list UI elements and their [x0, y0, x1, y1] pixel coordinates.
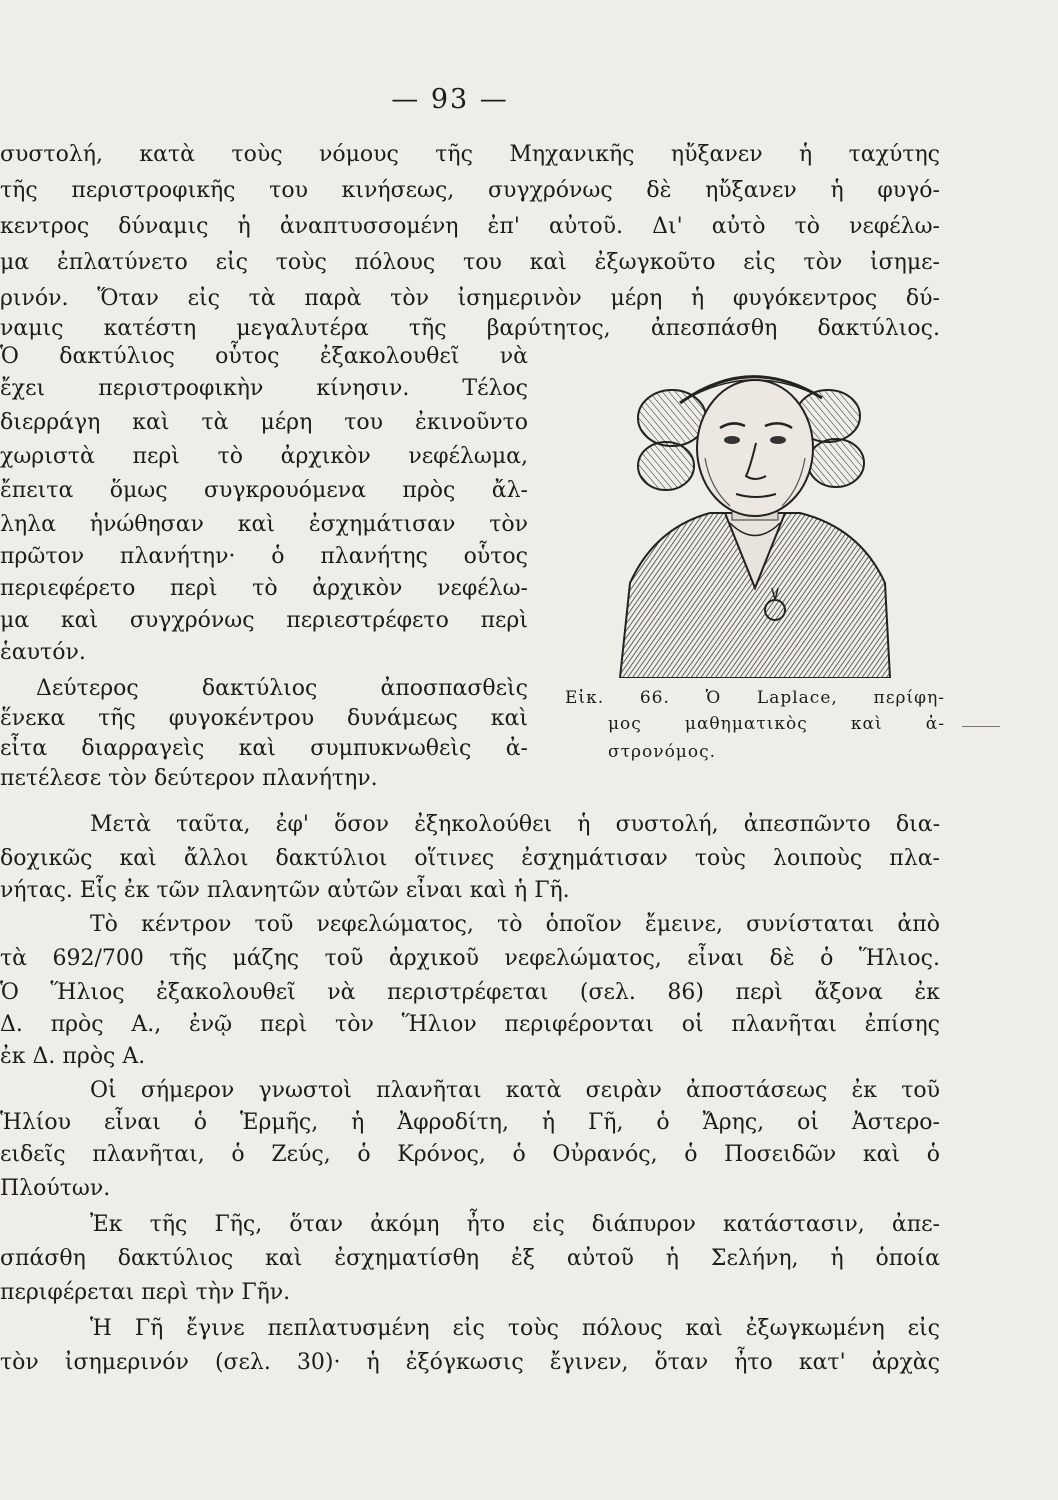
figure-caption-line: μος μαθηματικὸς καὶ ἀ-	[608, 714, 945, 734]
text-line: κεντρος δύναμις ἡ ἀναπτυσσομένη ἐπ' αὐτοῦ. Δι' αὐτὸ τὸ νεφέλω-	[0, 214, 940, 239]
text-line: Ὁ Ἥλιος ἐξακολουθεῖ νὰ περιστρέφεται (σελ. 86) περὶ ἄξονα ἐκ	[0, 980, 940, 1005]
text-line: ἑαυτόν.	[0, 640, 86, 665]
text-line: ληλα ἡνώθησαν καὶ ἐσχημάτισαν τὸν	[0, 512, 528, 537]
text-line: πετέλεσε τὸν δεύτερον πλανήτην.	[0, 766, 378, 791]
text-line: ἕνεκα τῆς φυγοκέντρου δυνάμεως καὶ	[0, 706, 528, 731]
text-line: δοχικῶς καὶ ἄλλοι δακτύλιοι οἵτινες ἐσχημάτισαν τοὺς λοιποὺς πλα-	[0, 846, 940, 871]
text-line: περιφέρεται περὶ τὴν Γῆν.	[0, 1280, 291, 1305]
margin-dash	[962, 726, 1000, 727]
text-line: μα ἐπλατύνετο εἰς τοὺς πόλους του καὶ ἐξωγκοῦτο εἰς τὸν ἰσημε-	[0, 250, 940, 275]
text-line: Δ. πρὸς Α., ἐνῷ περὶ τὸν Ἥλιον περιφέρονται οἱ πλανῆται ἐπίσης	[0, 1012, 940, 1037]
text-line: Πλούτων.	[0, 1176, 111, 1201]
text-line: Ὁ δακτύλιος οὗτος ἐξακολουθεῖ νὰ	[0, 344, 528, 369]
text-line: εἶτα διαρραγεὶς καὶ συμπυκνωθεὶς ἀ-	[0, 736, 528, 761]
text-line: Οἱ σήμερον γνωστοὶ πλανῆται κατὰ σειρὰν ἀποστάσεως ἐκ τοῦ	[90, 1078, 940, 1103]
text-line: Τὸ κέντρον τοῦ νεφελώματος, τὸ ὁποῖον ἔμεινε, συνίσταται ἀπὸ	[90, 912, 940, 937]
text-line: ειδεῖς πλανῆται, ὁ Ζεύς, ὁ Κρόνος, ὁ Οὐρανός, ὁ Ποσειδῶν καὶ ὁ	[0, 1142, 940, 1167]
text-line: ρινόν. Ὅταν εἰς τὰ παρὰ τὸν ἰσημερινὸν μέρη ἡ φυγόκεντρος δύ-	[0, 286, 940, 311]
text-line: χωριστὰ περὶ τὸ ἀρχικὸν νεφέλωμα,	[0, 444, 528, 469]
text-line: ἔπειτα ὅμως συγκρουόμενα πρὸς ἄλ-	[0, 478, 528, 503]
text-line: περιεφέρετο περὶ τὸ ἀρχικὸν νεφέλω-	[0, 576, 528, 601]
figure-caption-line: στρονόμος.	[608, 742, 717, 762]
text-line: συστολή, κατὰ τοὺς νόμους τῆς Μηχανικῆς ηὔξανεν ἡ ταχύτης	[0, 142, 940, 167]
page-number: — 93 —	[391, 84, 509, 115]
text-line: τὰ 692/700 τῆς μάζης τοῦ ἀρχικοῦ νεφελώματος, εἶναι δὲ ὁ Ἥλιος.	[0, 946, 940, 971]
laplace-portrait	[560, 348, 950, 678]
text-line: τὸν ἰσημερινόν (σελ. 30)· ἡ ἐξόγκωσις ἔγινεν, ὅταν ἦτο κατ' ἀρχὰς	[0, 1350, 940, 1375]
text-line: ἔχει περιστροφικὴν κίνησιν. Τέλος	[0, 376, 528, 401]
text-line: Μετὰ ταῦτα, ἐφ' ὅσον ἐξηκολούθει ἡ συστολή, ἀπεσπῶντο δια-	[90, 812, 940, 837]
text-line: σπάσθη δακτύλιος καὶ ἐσχηματίσθη ἐξ αὐτοῦ ἡ Σελήνη, ἡ ὁποία	[0, 1246, 940, 1271]
text-line: Ἐκ τῆς Γῆς, ὅταν ἀκόμη ἦτο εἰς διάπυρον κατάστασιν, ἀπε-	[90, 1212, 940, 1237]
text-line: ἐκ Δ. πρὸς Α.	[0, 1044, 146, 1069]
text-line: Ἡ Γῆ ἔγινε πεπλατυσμένη εἰς τοὺς πόλους καὶ ἐξωγκωμένη εἰς	[90, 1316, 940, 1341]
text-line: ναμις κατέστη μεγαλυτέρα τῆς βαρύτητος, ἀπεσπάσθη δακτύλιος.	[0, 316, 940, 341]
text-line: διερράγη καὶ τὰ μέρη του ἐκινοῦντο	[0, 410, 528, 435]
text-line: τῆς περιστροφικῆς του κινήσεως, συγχρόνως δὲ ηὔξανεν ἡ φυγό-	[0, 178, 940, 203]
text-line: μα καὶ συγχρόνως περιεστρέφετο περὶ	[0, 608, 528, 633]
text-line: πρῶτον πλανήτην· ὁ πλανήτης οὗτος	[0, 544, 528, 569]
text-line: νήτας. Εἷς ἐκ τῶν πλανητῶν αὐτῶν εἶναι καὶ ἡ Γῆ.	[0, 878, 570, 903]
text-line: Ἡλίου εἶναι ὁ Ἑρμῆς, ἡ Ἀφροδίτη, ἡ Γῆ, ὁ Ἄρης, οἱ Ἀστερο-	[0, 1110, 940, 1135]
text-line: Δεύτερος δακτύλιος ἀποσπασθεὶς	[36, 676, 528, 701]
figure-caption-line: Εἰκ. 66. Ὁ Laplace, περίφη-	[565, 688, 945, 708]
